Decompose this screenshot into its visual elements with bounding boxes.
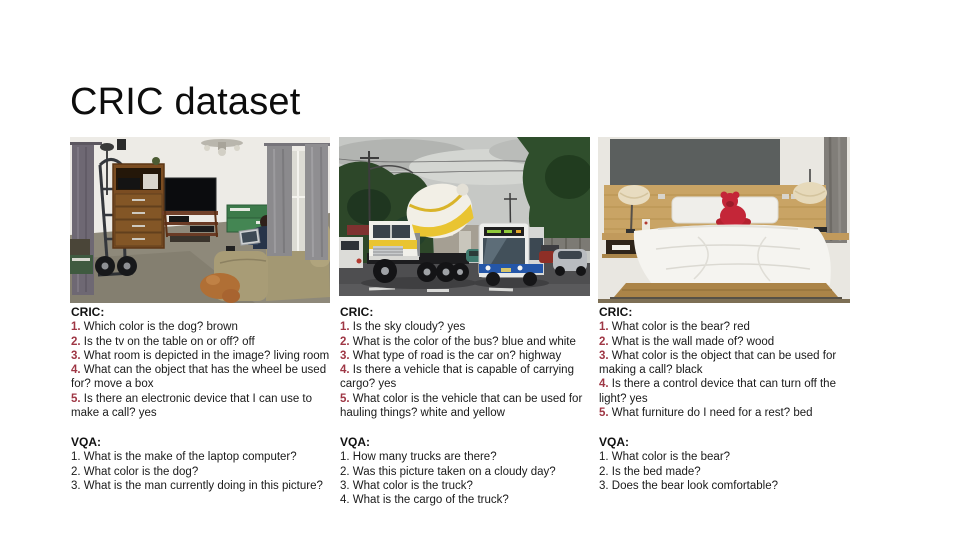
question-number: 4. (599, 378, 609, 391)
question-text: Is there a vehicle that is capable of carrying cargo? yes (340, 364, 574, 391)
question-text: What is the make of the laptop computer? (83, 451, 297, 464)
example-column-bedroom (598, 137, 850, 537)
question-number: 2. (599, 465, 609, 478)
question-text: What color is the bear? red (611, 321, 750, 334)
question-text: What is the man currently doing in this picture? (83, 479, 323, 492)
cric-header: CRIC: (599, 305, 633, 319)
question-number: 2. (340, 335, 350, 348)
page-title: CRIC dataset (70, 81, 301, 124)
question-number: 3. (340, 479, 350, 492)
cric-question (599, 377, 850, 406)
living-room-photo (70, 137, 330, 303)
vqa-question-list (599, 450, 850, 493)
vqa-question-list (71, 450, 330, 493)
cric-block (71, 305, 330, 420)
question-number: 3. (71, 479, 81, 492)
vqa-question (71, 465, 330, 479)
question-number: 2. (599, 335, 609, 348)
street-traffic-illustration (339, 137, 590, 296)
question-text: Is there a control device that can turn off the light? yes (599, 378, 836, 405)
question-number: 3. (340, 349, 350, 362)
cric-question (340, 363, 590, 392)
question-number: 5. (71, 392, 81, 405)
question-text: What furniture do I need for a rest? bed (611, 407, 813, 420)
cric-question (340, 392, 590, 421)
question-number: 1. (340, 451, 350, 464)
cric-question (599, 320, 850, 334)
question-text: Is the sky cloudy? yes (352, 321, 466, 334)
living-room-illustration (70, 137, 330, 303)
question-text: What type of road is the car on? highway (352, 349, 562, 362)
vqa-question (71, 479, 330, 493)
cric-question (599, 335, 850, 349)
question-text: What can the object that has the wheel be used for? move a box (71, 364, 327, 391)
vqa-question (599, 450, 850, 464)
cric-question (71, 349, 330, 363)
cric-question (340, 349, 590, 363)
vqa-question (340, 450, 590, 464)
question-number: 5. (599, 407, 609, 420)
example-column-street (339, 137, 590, 537)
cric-block (340, 305, 590, 420)
street-traffic-photo (339, 137, 590, 296)
example-column-living-room (70, 137, 330, 537)
vqa-header: VQA: (340, 435, 370, 449)
cric-question (599, 349, 850, 378)
vqa-question (599, 479, 850, 493)
question-text: What color is the bear? (611, 451, 731, 464)
vqa-block (71, 435, 330, 493)
question-number: 1. (340, 321, 350, 334)
question-text: What color is the dog? (83, 465, 199, 478)
cric-header: CRIC: (340, 305, 374, 319)
cric-question-list (599, 320, 850, 420)
cric-question (340, 320, 590, 334)
question-number: 5. (340, 392, 350, 405)
vqa-block (599, 435, 850, 493)
question-text: What is the wall made of? wood (611, 335, 775, 348)
cric-question (71, 363, 330, 392)
cric-question (599, 406, 850, 420)
cric-header: CRIC: (71, 305, 105, 319)
question-text: What color is the object that can be used for making a call? black (599, 349, 837, 377)
question-number: 1. (71, 321, 81, 334)
question-number: 2. (71, 335, 81, 348)
cric-question (71, 392, 330, 421)
cric-question (71, 335, 330, 349)
question-text: What room is depicted in the image? living room (83, 349, 330, 362)
question-text: What is the color of the bus? blue and white (352, 335, 576, 348)
question-text: Does the bear look comfortable? (611, 479, 779, 492)
question-text: Is the bed made? (611, 465, 701, 478)
vqa-question (599, 465, 850, 479)
question-number: 1. (71, 451, 81, 464)
cric-block (599, 305, 850, 420)
vqa-question (340, 465, 590, 479)
vqa-question (340, 479, 590, 493)
vqa-header: VQA: (71, 435, 101, 449)
question-text: How many trucks are there? (352, 451, 497, 464)
question-text: What color is the truck? (352, 479, 473, 492)
vqa-header: VQA: (599, 435, 629, 449)
cric-question (71, 320, 330, 334)
question-number: 1. (599, 321, 609, 334)
vqa-question (71, 450, 330, 464)
question-number: 2. (340, 465, 350, 478)
question-number: 3. (599, 349, 609, 362)
vqa-question-list (340, 450, 590, 507)
cric-question (340, 335, 590, 349)
question-number: 4. (71, 364, 81, 377)
question-number: 1. (599, 451, 609, 464)
cric-question-list (71, 320, 330, 420)
question-text: Is there an electronic device that I can use to make a call? yes (71, 392, 313, 420)
question-text: What color is the vehicle that can be used for hauling things? white and yellow (340, 392, 583, 420)
question-text: Is the tv on the table on or off? off (83, 335, 255, 348)
vqa-block (340, 435, 590, 507)
cric-question-list (340, 320, 590, 420)
question-text: Was this picture taken on a cloudy day? (352, 465, 556, 478)
question-text: What is the cargo of the truck? (352, 494, 509, 507)
question-number: 3. (71, 349, 81, 362)
bedroom-illustration (598, 137, 850, 303)
question-number: 2. (71, 465, 81, 478)
bedroom-photo (598, 137, 850, 303)
question-number: 3. (599, 479, 609, 492)
question-number: 4. (340, 494, 350, 507)
vqa-question (340, 493, 590, 507)
question-number: 4. (340, 364, 350, 377)
question-text: Which color is the dog? brown (83, 321, 238, 334)
